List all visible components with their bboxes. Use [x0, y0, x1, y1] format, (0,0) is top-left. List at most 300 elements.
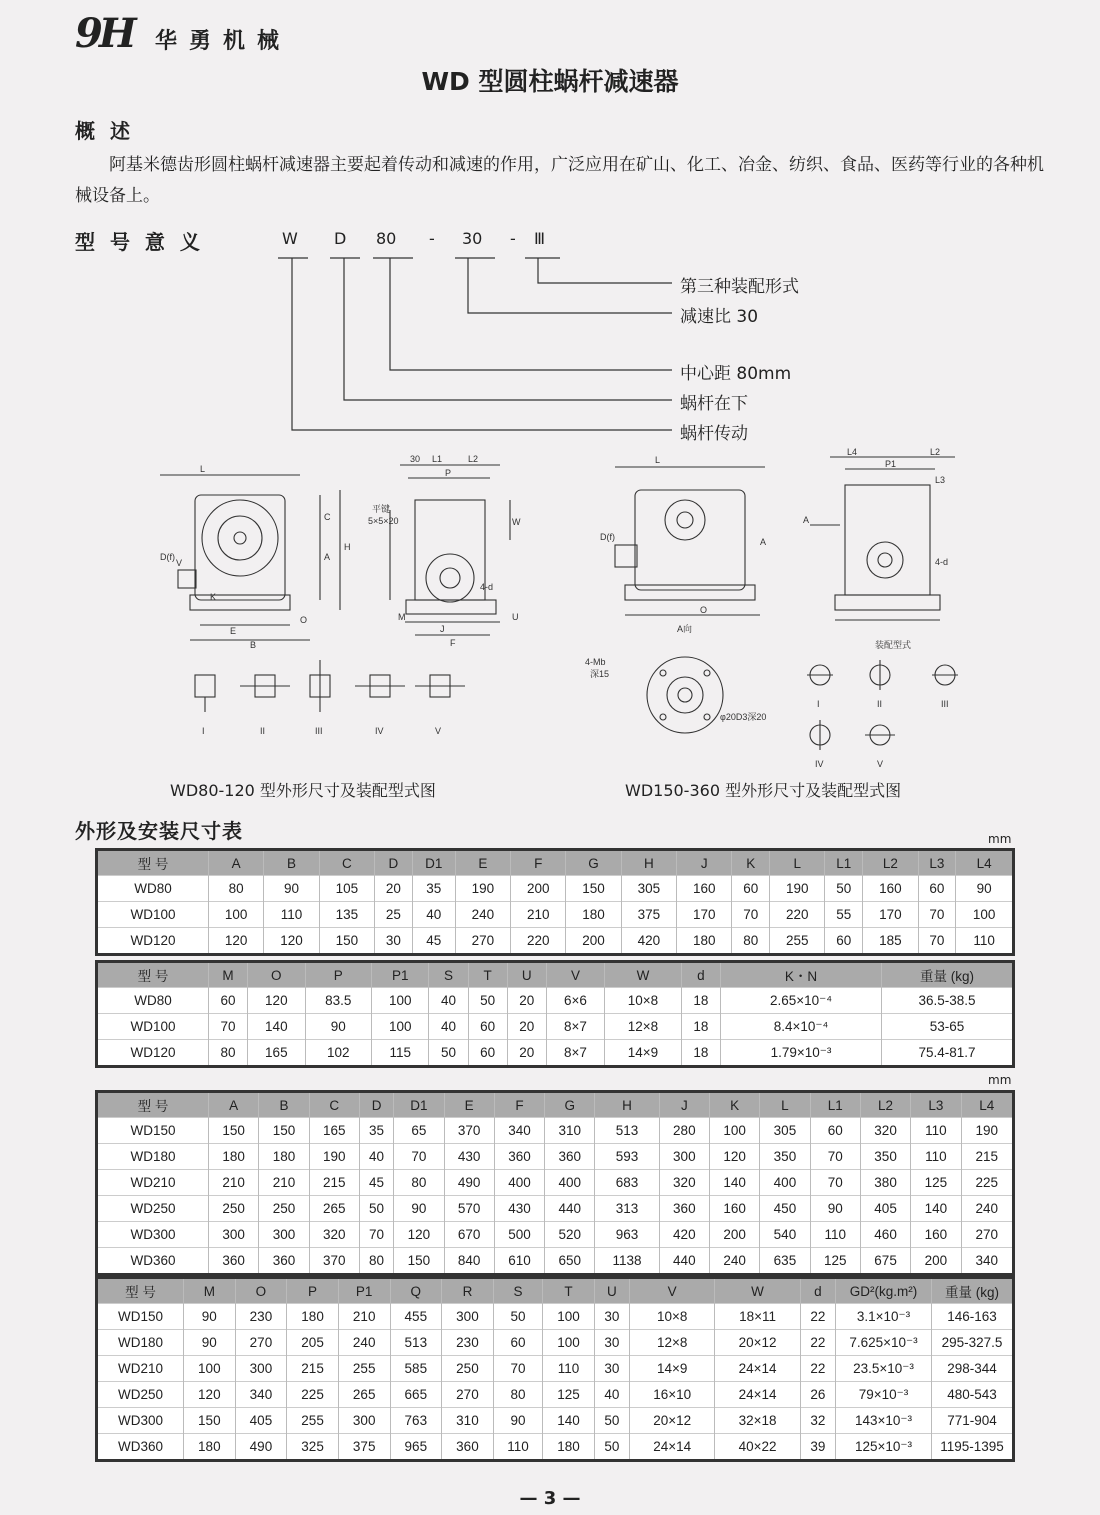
table-wd150-360-dims-2: [95, 1276, 1015, 1462]
column-header: L3: [918, 850, 956, 876]
column-header: R: [442, 1278, 494, 1304]
roman-iii: III: [315, 726, 323, 736]
column-header: O: [248, 962, 305, 988]
dim-label: H: [344, 542, 351, 552]
table-cell: 90: [493, 1408, 542, 1434]
column-header: P: [287, 1278, 339, 1304]
table-cell: 60: [918, 876, 956, 902]
table-cell: 665: [390, 1382, 442, 1408]
dim-label: P1: [885, 459, 897, 469]
table-cell: 14×9: [629, 1356, 714, 1382]
table-cell: 420: [621, 928, 676, 955]
roman-iii: III: [941, 699, 949, 709]
table-cell: 585: [390, 1356, 442, 1382]
dim-label: L: [200, 464, 206, 474]
column-header: L1: [810, 1092, 860, 1118]
table-cell: 100: [209, 902, 264, 928]
table-cell: 70: [918, 902, 956, 928]
table-cell: 270: [455, 928, 510, 955]
column-header: P1: [338, 1278, 390, 1304]
table-cell: 70: [209, 1014, 248, 1040]
table-cell: 14×9: [605, 1040, 682, 1067]
table-cell: 160: [709, 1196, 759, 1222]
column-header: L4: [961, 1092, 1013, 1118]
table-cell: 310: [442, 1408, 494, 1434]
table-cell: 125: [543, 1382, 595, 1408]
table-cell: 360: [442, 1434, 494, 1461]
wd150-360-drawing: [585, 445, 985, 775]
table-cell: 225: [287, 1382, 339, 1408]
dim-label: V: [176, 558, 183, 568]
table-cell: 683: [595, 1170, 659, 1196]
table-cell: WD100: [97, 1014, 209, 1040]
table-cell: 80: [209, 876, 264, 902]
table-cell: 125×10⁻³: [836, 1434, 932, 1461]
table-cell: 360: [259, 1248, 309, 1275]
column-header: U: [507, 962, 546, 988]
table-row: [97, 1356, 1014, 1382]
code-dash2: -: [510, 229, 516, 248]
dim-label: C: [324, 512, 331, 522]
table-cell: 140: [543, 1408, 595, 1434]
table-cell: 295-327.5: [932, 1330, 1014, 1356]
column-header: 型 号: [97, 850, 209, 876]
table-cell: 520: [545, 1222, 595, 1248]
code-30: 30: [462, 229, 483, 248]
table-cell: 300: [235, 1356, 287, 1382]
table-cell: 24×14: [715, 1356, 800, 1382]
table-cell: 350: [860, 1144, 910, 1170]
table-cell: 593: [595, 1144, 659, 1170]
table-wd150-360-dims-1: [95, 1090, 1015, 1276]
table-cell: 210: [259, 1170, 309, 1196]
dim-label: L1: [432, 454, 443, 464]
table-cell: 90: [184, 1304, 236, 1330]
roman-ii: II: [877, 699, 883, 709]
table-cell: 200: [911, 1248, 961, 1275]
table-cell: 310: [545, 1118, 595, 1144]
column-header: V: [629, 1278, 714, 1304]
table-cell: 30: [594, 1356, 629, 1382]
table-cell: WD250: [97, 1196, 209, 1222]
table-cell: 440: [545, 1196, 595, 1222]
table-row: [97, 1330, 1014, 1356]
dim-label: 5×5×20: [368, 516, 399, 526]
table-cell: 140: [911, 1196, 961, 1222]
table-cell: 180: [209, 1144, 259, 1170]
column-header: S: [493, 1278, 542, 1304]
table-cell: 30: [594, 1304, 629, 1330]
table-cell: WD80: [97, 876, 209, 902]
table-cell: 305: [760, 1118, 810, 1144]
table-cell: 190: [309, 1144, 359, 1170]
table-cell: WD120: [97, 1040, 209, 1067]
table-cell: 16×10: [629, 1382, 714, 1408]
table-cell: WD180: [97, 1144, 209, 1170]
dim-label: U: [512, 612, 519, 622]
table-cell: 220: [770, 902, 825, 928]
table-cell: 200: [511, 876, 566, 902]
table-cell: 8×7: [546, 1014, 604, 1040]
column-header: S: [429, 962, 468, 988]
table-cell: 30: [594, 1330, 629, 1356]
table-cell: 10×8: [629, 1304, 714, 1330]
table-cell: 150: [566, 876, 621, 902]
column-header: W: [715, 1278, 800, 1304]
legend-assembly: 第三种装配形式: [680, 277, 799, 297]
table-cell: 490: [444, 1170, 494, 1196]
column-header: A: [209, 850, 264, 876]
dim-label: L4: [847, 447, 858, 457]
table-cell: 320: [309, 1222, 359, 1248]
table-cell: 160: [863, 876, 918, 902]
table-cell: 380: [860, 1170, 910, 1196]
table-cell: 80: [493, 1382, 542, 1408]
table-cell: 70: [493, 1356, 542, 1382]
table-cell: 180: [543, 1434, 595, 1461]
left-diagram-caption: WD80-120 型外形尺寸及装配型式图: [170, 781, 436, 800]
table-cell: 360: [209, 1248, 259, 1275]
column-header: J: [677, 850, 732, 876]
table-cell: 513: [390, 1330, 442, 1356]
table-cell: WD300: [97, 1222, 209, 1248]
table-cell: 165: [248, 1040, 305, 1067]
code-d: D: [334, 229, 347, 248]
table-cell: 3.1×10⁻³: [836, 1304, 932, 1330]
table-cell: 210: [209, 1170, 259, 1196]
table-cell: 60: [493, 1330, 542, 1356]
table-cell: 70: [732, 902, 770, 928]
logo-mark: 9H: [75, 10, 133, 57]
table-row: [97, 1248, 1014, 1275]
table-cell: 250: [259, 1196, 309, 1222]
table-cell: 500: [494, 1222, 544, 1248]
dim-label: 4-d: [480, 582, 494, 592]
table-cell: 120: [184, 1382, 236, 1408]
table-cell: 100: [709, 1118, 759, 1144]
table-cell: 7.625×10⁻³: [836, 1330, 932, 1356]
table-cell: 90: [394, 1196, 444, 1222]
wd80-120-drawing: [140, 450, 560, 750]
table-cell: 70: [394, 1144, 444, 1170]
table-cell: 460: [860, 1222, 910, 1248]
table-cell: 540: [760, 1222, 810, 1248]
overview-heading: 概 述: [75, 119, 134, 143]
table-cell: 340: [235, 1382, 287, 1408]
column-header: B: [264, 850, 319, 876]
roman-iv: IV: [375, 726, 384, 736]
table-cell: 313: [595, 1196, 659, 1222]
column-header: GD²(kg.m²): [836, 1278, 932, 1304]
table-cell: 40: [412, 902, 455, 928]
right-diagram-caption: WD150-360 型外形尺寸及装配型式图: [625, 781, 902, 800]
code-80: 80: [376, 229, 397, 248]
column-header: L2: [863, 850, 918, 876]
column-header: Q: [390, 1278, 442, 1304]
table-cell: WD120: [97, 928, 209, 955]
table-cell: 110: [264, 902, 319, 928]
table-cell: 185: [863, 928, 918, 955]
table-cell: 250: [442, 1356, 494, 1382]
column-header: D1: [394, 1092, 444, 1118]
table-cell: 50: [359, 1196, 393, 1222]
dim-label: L2: [468, 454, 479, 464]
dim-label: K: [210, 592, 217, 602]
table-cell: 300: [259, 1222, 309, 1248]
overview-text: 阿基米德齿形圆柱蜗杆减速器主要起着传动和减速的作用，广泛应用在矿山、化工、冶金、纺织、食品、医药等行业的各种机械设备上。: [75, 155, 1044, 206]
table-cell: 220: [511, 928, 566, 955]
dim-label: 4-d: [935, 557, 949, 567]
table-cell: 225: [961, 1170, 1013, 1196]
table-cell: 20×12: [715, 1330, 800, 1356]
dim-label: A: [324, 552, 331, 562]
table-cell: 360: [659, 1196, 709, 1222]
table-cell: 160: [911, 1222, 961, 1248]
column-header: d: [681, 962, 720, 988]
table-cell: 400: [494, 1170, 544, 1196]
table-cell: 24×14: [715, 1382, 800, 1408]
table-cell: 22: [800, 1356, 835, 1382]
table-cell: 143×10⁻³: [836, 1408, 932, 1434]
table-cell: 1138: [595, 1248, 659, 1275]
roman-v: V: [877, 759, 884, 769]
page-number: — 3 —: [519, 1488, 581, 1509]
column-header: J: [659, 1092, 709, 1118]
dim-label: O: [300, 615, 308, 625]
table-cell: 160: [677, 876, 732, 902]
table-cell: 150: [209, 1118, 259, 1144]
table-cell: 40: [429, 1014, 468, 1040]
table-cell: 965: [390, 1434, 442, 1461]
table-cell: 83.5: [305, 988, 372, 1014]
dim-label: O: [700, 605, 708, 615]
table-cell: 55: [825, 902, 863, 928]
table-cell: 375: [338, 1434, 390, 1461]
table-cell: 265: [309, 1196, 359, 1222]
table-cell: 110: [543, 1356, 595, 1382]
table-cell: 298-344: [932, 1356, 1014, 1382]
table-cell: 240: [338, 1330, 390, 1356]
column-header: d: [800, 1278, 835, 1304]
table-cell: WD150: [97, 1304, 184, 1330]
table-cell: 180: [184, 1434, 236, 1461]
dim-label: 30: [410, 454, 421, 464]
unit-label: mm: [988, 832, 1012, 846]
table-cell: 110: [911, 1144, 961, 1170]
table-cell: 255: [770, 928, 825, 955]
table-cell: 280: [659, 1118, 709, 1144]
column-header: 型 号: [97, 1092, 209, 1118]
table-cell: 6×6: [546, 988, 604, 1014]
table-cell: 240: [961, 1196, 1013, 1222]
table-cell: 180: [259, 1144, 309, 1170]
column-header: G: [566, 850, 621, 876]
table-cell: 90: [305, 1014, 372, 1040]
dim-label: A: [760, 537, 767, 547]
table-cell: 150: [319, 928, 374, 955]
dim-label: P: [445, 468, 452, 478]
table-row: [97, 1434, 1014, 1461]
table-cell: 1195-1395: [932, 1434, 1014, 1461]
table-cell: 771-904: [932, 1408, 1014, 1434]
column-header: D: [359, 1092, 393, 1118]
table-row: [97, 1408, 1014, 1434]
table-cell: 24×14: [629, 1434, 714, 1461]
table-row: [97, 1040, 1014, 1067]
table-row: [97, 1222, 1014, 1248]
column-header: 型 号: [97, 962, 209, 988]
table-cell: 120: [264, 928, 319, 955]
dim-label: L: [655, 455, 661, 465]
table-cell: 120: [248, 988, 305, 1014]
table-cell: 250: [209, 1196, 259, 1222]
table-cell: 135: [319, 902, 374, 928]
brand-name: 华勇机械: [155, 29, 292, 54]
table-cell: 50: [825, 876, 863, 902]
table-cell: 610: [494, 1248, 544, 1275]
table-cell: 170: [863, 902, 918, 928]
table-cell: 45: [412, 928, 455, 955]
table-cell: WD250: [97, 1382, 184, 1408]
table-cell: 370: [444, 1118, 494, 1144]
table-cell: 1.79×10⁻³: [721, 1040, 882, 1067]
column-header: V: [546, 962, 604, 988]
column-header: M: [184, 1278, 236, 1304]
table-cell: 450: [760, 1196, 810, 1222]
table-cell: 25: [375, 902, 413, 928]
column-header: K・N: [721, 962, 882, 988]
table-cell: WD80: [97, 988, 209, 1014]
table-cell: 400: [545, 1170, 595, 1196]
column-header: L: [760, 1092, 810, 1118]
table-cell: 90: [184, 1330, 236, 1356]
table-cell: 350: [760, 1144, 810, 1170]
table-cell: 340: [961, 1248, 1013, 1275]
table-cell: 140: [248, 1014, 305, 1040]
table-cell: 255: [338, 1356, 390, 1382]
table-cell: 200: [566, 928, 621, 955]
table-cell: WD360: [97, 1248, 209, 1275]
table-cell: 18×11: [715, 1304, 800, 1330]
table-cell: 79×10⁻³: [836, 1382, 932, 1408]
code-w: W: [282, 229, 298, 248]
table-cell: 963: [595, 1222, 659, 1248]
table-cell: 265: [338, 1382, 390, 1408]
table-cell: 60: [825, 928, 863, 955]
table-cell: 513: [595, 1118, 659, 1144]
table-cell: 635: [760, 1248, 810, 1275]
table-cell: WD100: [97, 902, 209, 928]
table-cell: 80: [394, 1170, 444, 1196]
table-cell: 230: [442, 1330, 494, 1356]
roman-i: I: [202, 726, 205, 736]
dim-label: D(f): [600, 532, 615, 542]
legend-ratio: 减速比 30: [680, 307, 759, 327]
table-cell: 180: [677, 928, 732, 955]
table-cell: 125: [810, 1248, 860, 1275]
table-cell: 115: [372, 1040, 429, 1067]
table-row: [97, 1014, 1014, 1040]
assembly-label: 装配型式: [875, 640, 912, 650]
table-cell: 20: [507, 1040, 546, 1067]
table-cell: 320: [860, 1118, 910, 1144]
table-cell: 50: [594, 1408, 629, 1434]
roman-v: V: [435, 726, 442, 736]
dim-label: L2: [930, 447, 941, 457]
table-cell: 23.5×10⁻³: [836, 1356, 932, 1382]
code-dash1: -: [429, 229, 435, 248]
code-iii: Ⅲ: [534, 229, 546, 248]
column-header: O: [235, 1278, 287, 1304]
table-cell: 300: [338, 1408, 390, 1434]
table-cell: 210: [338, 1304, 390, 1330]
table-cell: 50: [594, 1434, 629, 1461]
table-cell: WD300: [97, 1408, 184, 1434]
table-cell: 180: [566, 902, 621, 928]
table-cell: 325: [287, 1434, 339, 1461]
table-cell: 240: [455, 902, 510, 928]
table-cell: 360: [494, 1144, 544, 1170]
table-cell: 270: [235, 1330, 287, 1356]
table-cell: 340: [494, 1118, 544, 1144]
table-cell: 455: [390, 1304, 442, 1330]
table-cell: 440: [659, 1248, 709, 1275]
table-cell: 39: [800, 1434, 835, 1461]
dim-label: 4-Mb: [585, 657, 606, 667]
table-cell: 26: [800, 1382, 835, 1408]
table-cell: 570: [444, 1196, 494, 1222]
table-cell: 20: [375, 876, 413, 902]
dim-label: 深15: [590, 669, 610, 679]
table-cell: 210: [511, 902, 566, 928]
table-cell: 35: [359, 1118, 393, 1144]
table-cell: 60: [732, 876, 770, 902]
table-cell: 32: [800, 1408, 835, 1434]
table-cell: 36.5-38.5: [882, 988, 1014, 1014]
table-wd80-120-dims-2: [95, 960, 1015, 1068]
column-header: C: [319, 850, 374, 876]
table-cell: 70: [918, 928, 956, 955]
table-cell: 215: [309, 1170, 359, 1196]
table-cell: 40×22: [715, 1434, 800, 1461]
page-title: WD 型圆柱蜗杆减速器: [421, 67, 679, 96]
table-cell: WD210: [97, 1356, 184, 1382]
table-cell: 100: [184, 1356, 236, 1382]
table-cell: 400: [760, 1170, 810, 1196]
table-cell: 60: [468, 1014, 507, 1040]
table-cell: 165: [309, 1118, 359, 1144]
table-row: [97, 1170, 1014, 1196]
column-header: M: [209, 962, 248, 988]
dim-label: L3: [935, 475, 946, 485]
column-header: K: [732, 850, 770, 876]
table-cell: 40: [429, 988, 468, 1014]
table-cell: 110: [493, 1434, 542, 1461]
table-cell: 45: [359, 1170, 393, 1196]
column-header: D: [375, 850, 413, 876]
column-header: P: [305, 962, 372, 988]
table-cell: 405: [235, 1408, 287, 1434]
column-header: E: [444, 1092, 494, 1118]
table-cell: 50: [493, 1304, 542, 1330]
table-cell: 120: [209, 928, 264, 955]
table-cell: 405: [860, 1196, 910, 1222]
table-cell: 50: [468, 988, 507, 1014]
table-cell: 375: [621, 902, 676, 928]
table-cell: 60: [209, 988, 248, 1014]
column-header: P1: [372, 962, 429, 988]
table-cell: 70: [810, 1144, 860, 1170]
